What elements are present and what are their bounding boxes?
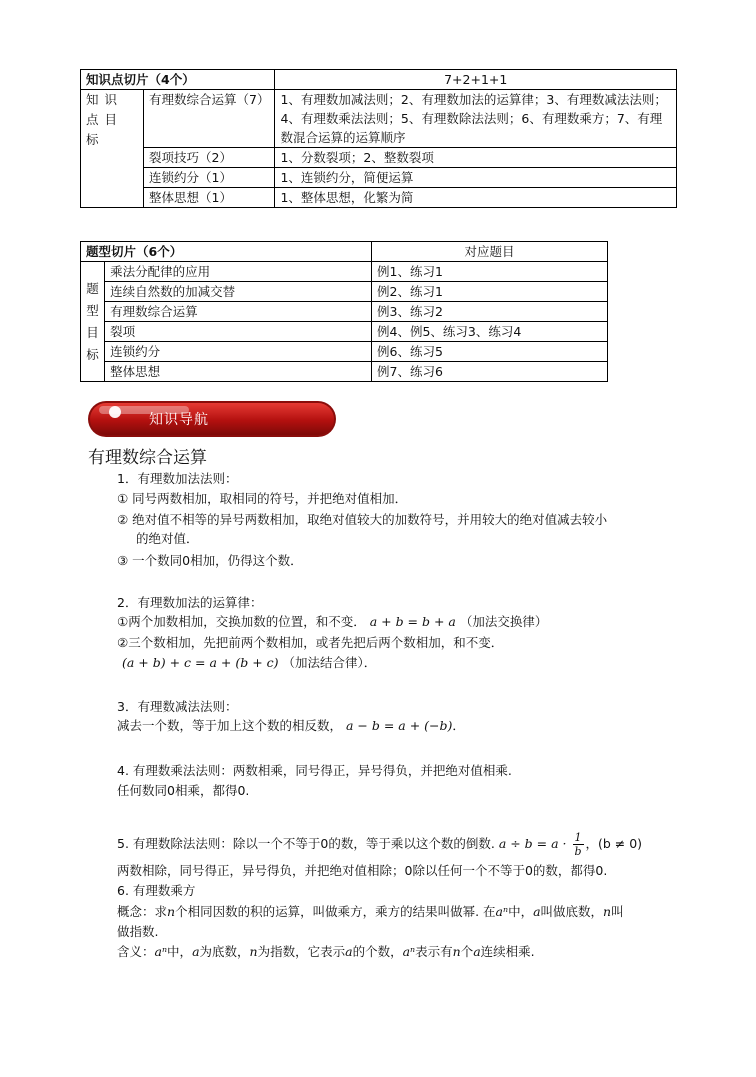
s1-item: 的绝对值． [136, 531, 199, 546]
table1-topic: 连锁约分（1） [144, 168, 275, 188]
var-a-power-n: aⁿ [402, 944, 416, 959]
section-title: 有理数综合运算 [88, 448, 207, 468]
var-n: n [452, 944, 461, 959]
s6-concept [117, 903, 624, 921]
s6-text: 叫做底数， [540, 904, 604, 919]
s6-text: 连续相乘. [480, 944, 535, 959]
s3-line [117, 717, 465, 735]
table2-topic: 乘法分配律的应用 [105, 262, 372, 282]
s5-condition: ，(b ≠ 0) [585, 836, 643, 851]
question-type-table [80, 241, 608, 382]
s6-text: 中， [508, 904, 534, 919]
table2-group-label-text: 题型目标 [86, 280, 99, 362]
var-a-power-n: aⁿ [154, 944, 168, 959]
table2-header-right: 对应题目 [372, 242, 608, 262]
var-a: a [345, 944, 353, 959]
table1-group-label: 知识点目标 [81, 90, 144, 208]
table2-content: 例1、练习1 [372, 262, 608, 282]
var-n: n [603, 904, 612, 919]
var-a-power-n: aⁿ [495, 904, 509, 919]
table2-group-label [81, 262, 105, 382]
s3-line-text: 减去一个数，等于加上这个数的相反数， [117, 718, 343, 733]
table1-content: 1、连锁约分，简便运算 [275, 168, 677, 188]
s2-line1-text: ①两个加数相加，交换加数的位置，和不变． [117, 614, 366, 629]
s6-heading: 6. 有理数乘方 [117, 883, 196, 898]
table2-topic: 连续自然数的加减交替 [105, 282, 372, 302]
table2-content: 例2、练习1 [372, 282, 608, 302]
fraction-denominator: b [574, 845, 582, 858]
commutative-formula: a + b = b + a [369, 614, 456, 629]
s2-note1: （加法交换律） [459, 614, 548, 629]
s1-item: ③ 一个数同0相加，仍得这个数． [117, 553, 303, 568]
var-a: a [192, 944, 200, 959]
table2-topic: 裂项 [105, 322, 372, 342]
s6-text: 为指数，它表示 [257, 944, 346, 959]
var-a: a [473, 944, 481, 959]
subtraction-formula: a − b = a + (−b) [346, 718, 453, 733]
s1-item: ① 同号两数相加，取相同的符号，并把绝对值相加． [117, 491, 408, 506]
table2-content: 例4、例5、练习3、练习4 [372, 322, 608, 342]
s6-text: 含义： [117, 944, 155, 959]
division-formula: a ÷ b = a · [498, 836, 567, 851]
s6-meaning [117, 943, 535, 961]
table1-content: 1、有理数加减法则；2、有理数加法的运算律；3、有理数减法法则；4、有理数乘法法则；5、有理数除法法则；6、有理数乘方；7、有理数混合运算的运算顺序 [275, 90, 677, 148]
s5-line1 [117, 831, 642, 858]
s6-text: 个相同因数的积的运算，叫做乘方，乘方的结果叫做幂. 在 [175, 904, 496, 919]
var-a: a [533, 904, 541, 919]
table1-content: 1、分数裂项；2、整数裂项 [275, 148, 677, 168]
s2-heading: 2．有理数加法的运算律： [117, 595, 263, 610]
table1-header-right: 7+2+1+1 [275, 70, 677, 90]
s3-heading: 3．有理数减法法则： [117, 699, 238, 714]
s6-text: 为底数， [199, 944, 250, 959]
s6-text: 的个数， [352, 944, 403, 959]
s2-line3 [122, 654, 376, 672]
s1-item: ② 绝对值不相等的异号两数相加，取绝对值较大的加数符号，并用较大的绝对值减去较小 [117, 512, 608, 527]
table1-header-left: 知识点切片（4个） [81, 70, 275, 90]
table1-content: 1、整体思想，化繁为简 [275, 188, 677, 208]
s2-line2: ②三个数相加，先把前两个数相加，或者先把后两个数相加，和不变． [117, 635, 504, 650]
s6-text: 叫 [611, 904, 624, 919]
s6-text: 个 [460, 944, 474, 959]
reciprocal-fraction [573, 831, 584, 858]
table2-topic: 有理数综合运算 [105, 302, 372, 322]
s5-line2: 两数相除，同号得正，异号得负，并把绝对值相除；0除以任何一个不等于0的数，都得0. [117, 863, 608, 878]
s2-note2: （加法结合律）． [282, 655, 377, 670]
table2-topic: 整体思想 [105, 362, 372, 382]
table2-content: 例7、练习6 [372, 362, 608, 382]
fraction-numerator: 1 [574, 831, 582, 844]
s6-text: 概念：求 [117, 904, 168, 919]
knowledge-slice-table [80, 69, 677, 208]
s2-line1 [117, 613, 547, 631]
s6-concept2: 做指数. [117, 924, 159, 939]
table2-header-left: 题型切片（6个） [81, 242, 372, 262]
s4-line2: 任何数同0相乘，都得0. [117, 783, 250, 798]
table2-content: 例3、练习2 [372, 302, 608, 322]
s3-end: ． [452, 718, 465, 733]
table1-topic: 裂项技巧（2） [144, 148, 275, 168]
table1-topic: 有理数综合运算（7） [144, 90, 275, 148]
s6-text: 中， [167, 944, 193, 959]
table2-topic: 连锁约分 [105, 342, 372, 362]
s5-line1-text: 5. 有理数除法法则：除以一个不等于0的数，等于乘以这个数的倒数. [117, 836, 495, 851]
var-n: n [249, 944, 258, 959]
s6-text: 表示有 [415, 944, 453, 959]
table1-topic: 整体思想（1） [144, 188, 275, 208]
table2-content: 例6、练习5 [372, 342, 608, 362]
var-n: n [167, 904, 176, 919]
banner-label: 知识导航 [149, 412, 209, 428]
associative-formula: (a + b) + c = a + (b + c) [122, 655, 279, 670]
banner-shape [87, 400, 337, 438]
s1-heading: 1．有理数加法法则： [117, 471, 238, 486]
knowledge-navigation-banner [87, 400, 337, 438]
s4-line1: 4. 有理数乘法法则：两数相乘，同号得正，异号得负，并把绝对值相乘. [117, 763, 512, 778]
